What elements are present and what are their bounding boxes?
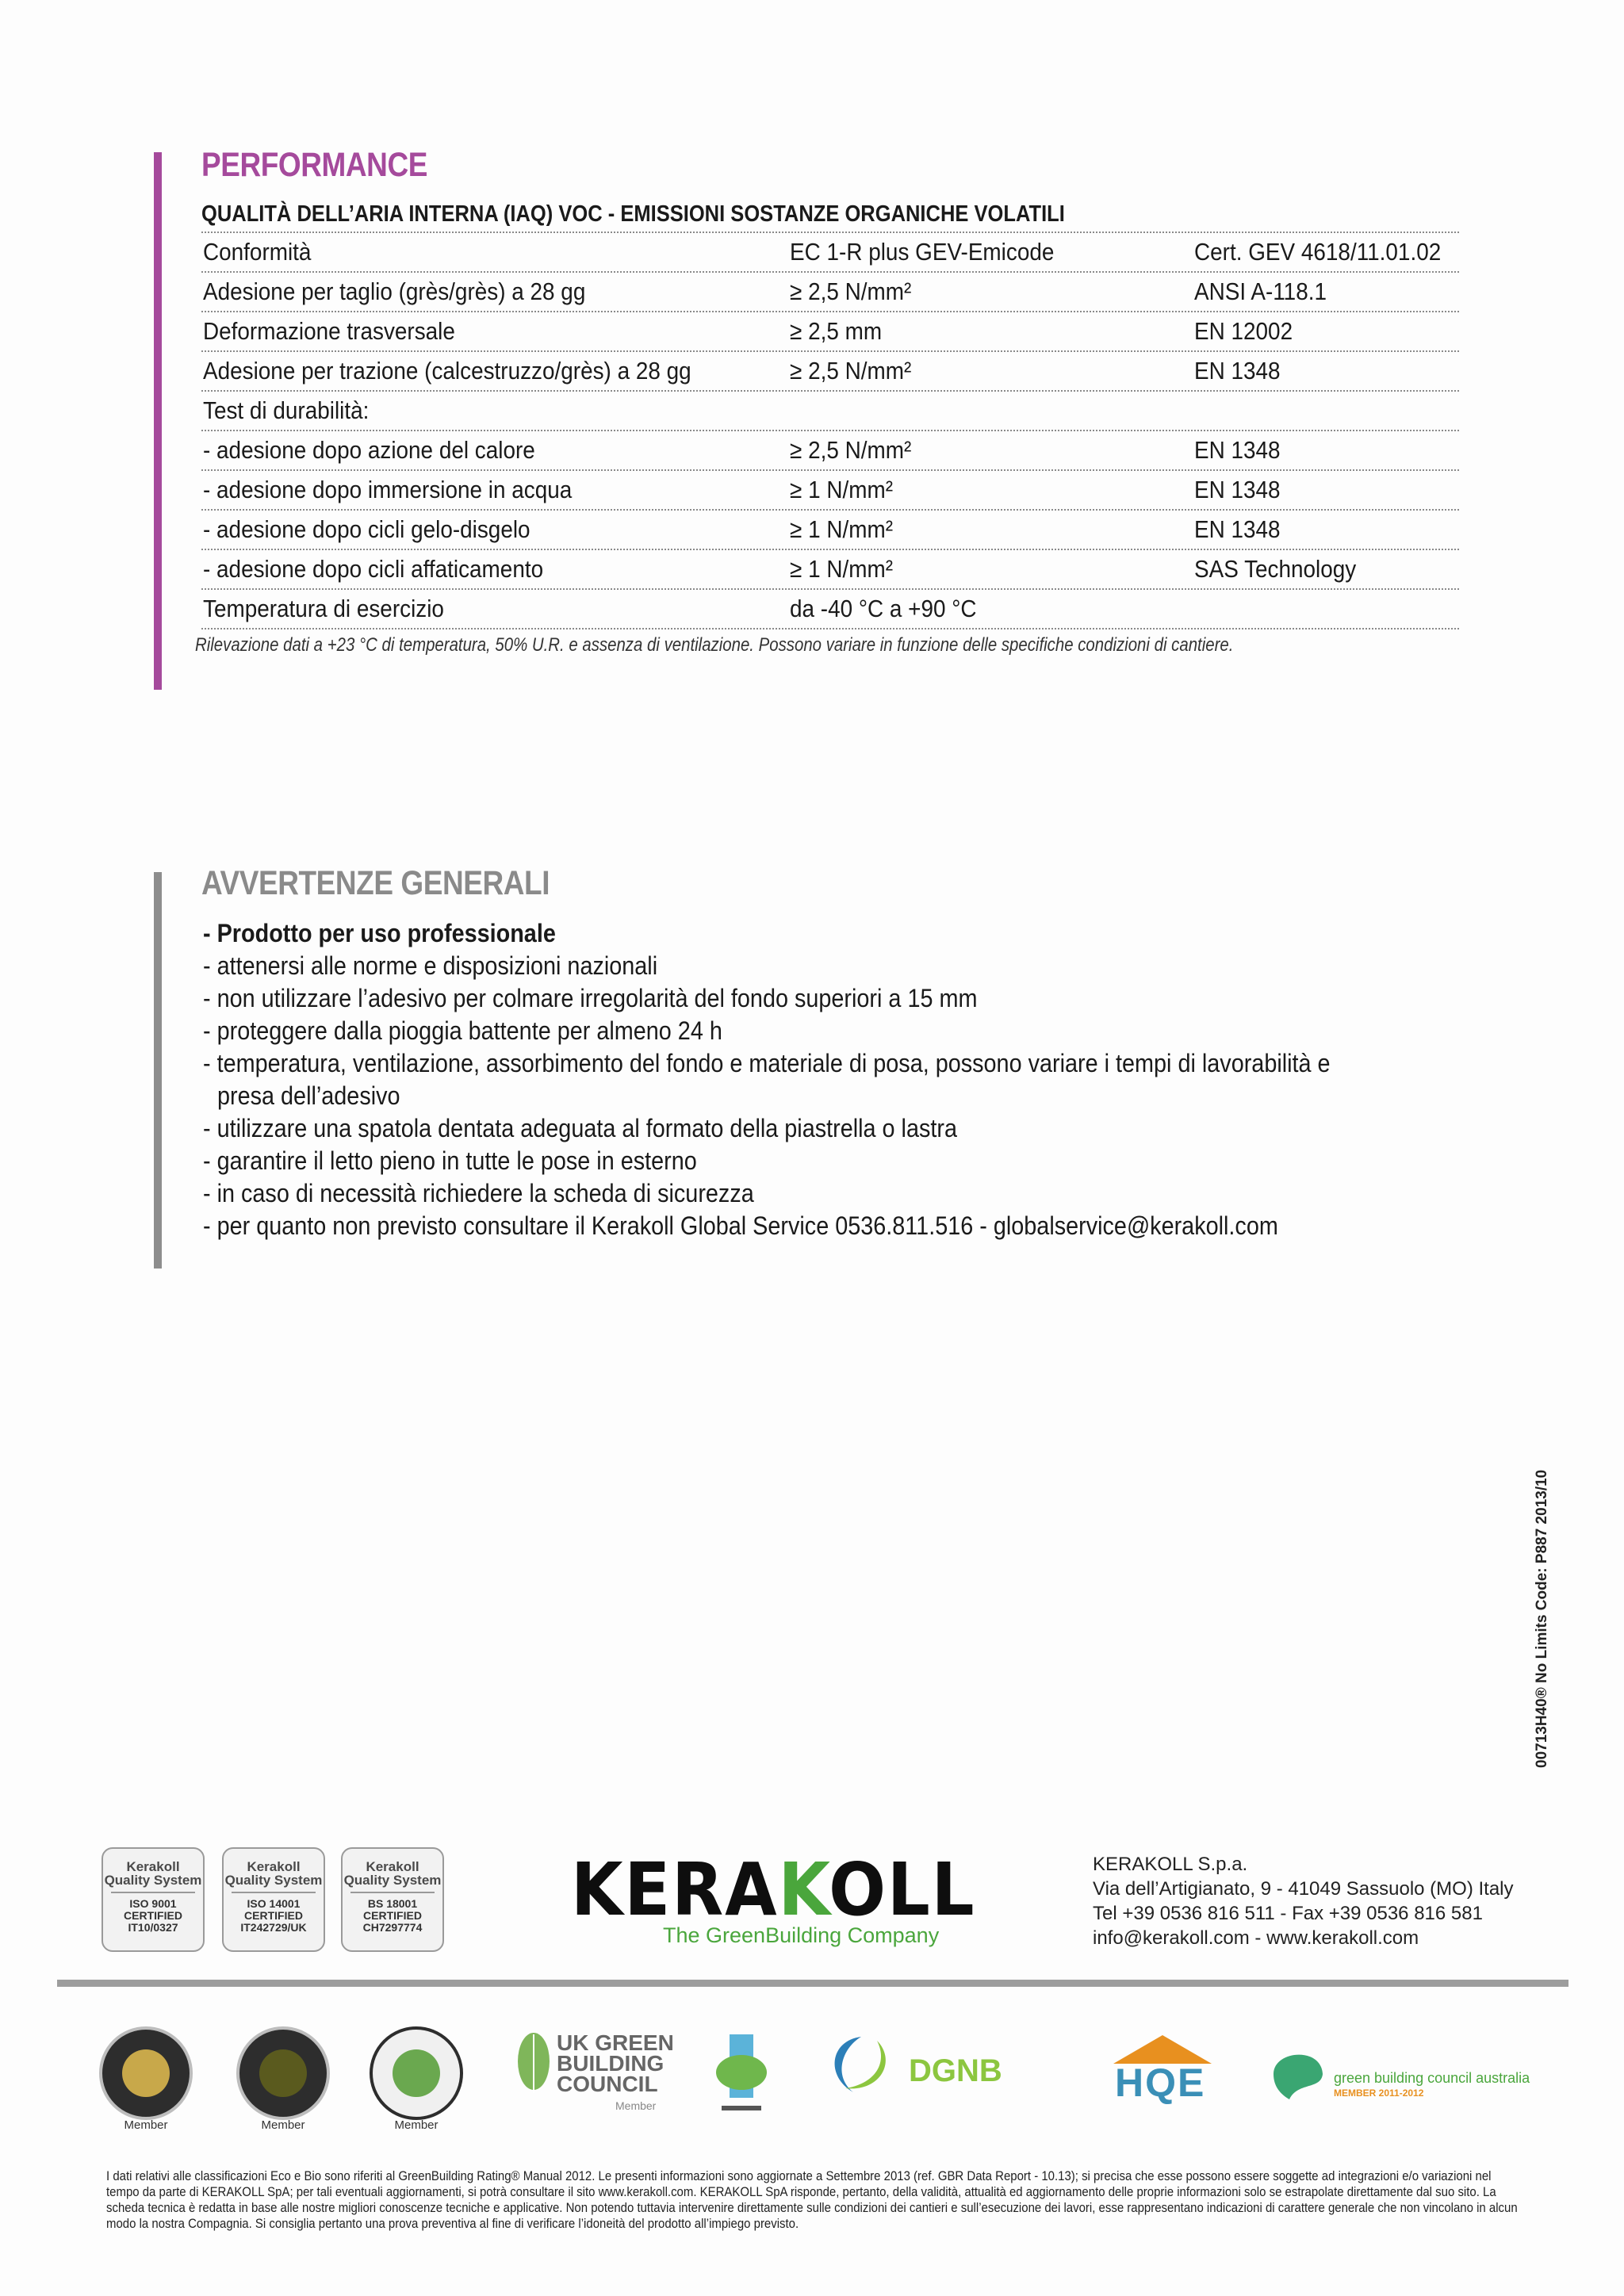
dgnb-logo-icon <box>822 2033 901 2100</box>
gbca-logo-icon <box>1266 2042 1329 2110</box>
member-label: Member <box>124 2118 168 2132</box>
footer-divider <box>57 1980 1568 1987</box>
row-norm: EN 1348 <box>1194 476 1281 503</box>
performance-title: PERFORMANCE <box>201 146 427 184</box>
table-row <box>201 390 1459 430</box>
badge-status: CERTIFIED <box>244 1909 303 1922</box>
logo-part-1: KERA <box>571 1847 779 1932</box>
badge-divider <box>111 1892 195 1893</box>
performance-accent-bar <box>154 152 162 690</box>
row-norm: EN 12002 <box>1194 317 1293 345</box>
badge-cert: ISO 14001 <box>247 1897 301 1910</box>
row-value: ≥ 1 N/mm² <box>790 515 894 543</box>
badge-cert: ISO 9001 <box>129 1897 177 1910</box>
badge-title: Kerakoll Quality System <box>104 1859 202 1888</box>
badge-title: Kerakoll Quality System <box>224 1859 323 1888</box>
list-item: presa dell’adesivo <box>217 1081 400 1110</box>
row-label: Conformità <box>203 238 312 266</box>
list-item: - Prodotto per uso professionale <box>203 919 556 947</box>
table-row <box>201 430 1459 469</box>
company-phone: Tel +39 0536 816 511 - Fax +39 0536 816 581 <box>1093 1903 1483 1924</box>
list-item: - garantire il letto pieno in tutte le pose in esterno <box>203 1146 697 1175</box>
dgnb-text: DGNB <box>909 2053 1002 2088</box>
badge-divider <box>232 1892 316 1893</box>
table-row <box>201 232 1459 271</box>
iso14001-badge <box>222 1847 325 1952</box>
logo-k-mark: K <box>778 1847 829 1932</box>
table-row <box>201 311 1459 350</box>
badge-status: CERTIFIED <box>363 1909 422 1922</box>
product-code: 00713H40® No Limits Code: P887 2013/10 <box>1534 1469 1550 1768</box>
row-label: Temperatura di esercizio <box>203 595 444 622</box>
row-label: - adesione dopo azione del calore <box>203 436 535 464</box>
table-row <box>201 350 1459 390</box>
performance-subtitle: QUALITÀ DELL’ARIA INTERNA (IAQ) VOC - EMISSIONI SOSTANZE ORGANICHE VOLATILI <box>201 201 1065 227</box>
badge-code: IT242729/UK <box>240 1921 307 1934</box>
list-item: - temperatura, ventilazione, assorbimento del fondo e materiale di posa, possono variare i tempi di lavorabilità e <box>203 1049 1331 1077</box>
badge-code: CH7297774 <box>362 1921 423 1934</box>
hqe-text: HQE <box>1115 2061 1206 2105</box>
performance-note: Rilevazione dati a +23 °C di temperatura, 50% U.R. e assenza di ventilazione. Possono variare in funzione delle specifiche condizioni di cantiere. <box>195 634 1234 656</box>
ukgbc-text: UK GREEN BUILDING COUNCIL <box>557 2030 674 2096</box>
row-value: da -40 °C a +90 °C <box>790 595 977 622</box>
row-norm: EN 1348 <box>1194 357 1281 385</box>
bs18001-badge <box>341 1847 444 1952</box>
badge-status: CERTIFIED <box>124 1909 182 1922</box>
row-label: Test di durabilità: <box>203 396 370 424</box>
row-label: Deformazione trasversale <box>203 317 455 345</box>
row-norm: ANSI A-118.1 <box>1194 277 1327 305</box>
badge-code: IT10/0327 <box>128 1921 178 1934</box>
row-value: ≥ 1 N/mm² <box>790 555 894 583</box>
company-street: Via dell’Artigianato, 9 - 41049 Sassuolo (MO) Italy <box>1093 1878 1514 1900</box>
row-value: ≥ 1 N/mm² <box>790 476 894 503</box>
company-web: info@kerakoll.com - www.kerakoll.com <box>1093 1927 1419 1949</box>
row-norm: EN 1348 <box>1194 436 1281 464</box>
list-item: - proteggere dalla pioggia battente per almeno 24 h <box>203 1016 722 1045</box>
ukgbc-logo <box>514 2030 674 2112</box>
row-norm: SAS Technology <box>1194 555 1357 583</box>
table-row <box>201 509 1459 549</box>
badge-cert: BS 18001 <box>367 1897 418 1910</box>
row-value: ≥ 2,5 N/mm² <box>790 436 912 464</box>
row-label: - adesione dopo immersione in acqua <box>203 476 573 503</box>
table-row <box>201 271 1459 311</box>
list-item: - per quanto non previsto consultare il Kerakoll Global Service 0536.811.516 - globalservice@kerakoll.com <box>203 1211 1278 1240</box>
warnings-list <box>203 917 1488 1242</box>
table-row <box>201 549 1459 588</box>
list-item: - non utilizzare l’adesivo per colmare irregolarità del fondo superiori a 15 mm <box>203 984 978 1012</box>
list-item: - attenersi alle norme e disposizioni nazionali <box>203 951 658 980</box>
row-value: ≥ 2,5 mm <box>790 317 883 345</box>
ecobio-seal-icon <box>99 2026 193 2120</box>
ukgbc-leaf-icon <box>514 2030 553 2095</box>
company-address <box>1093 1852 1514 1950</box>
row-label: - adesione dopo cicli gelo-disgelo <box>203 515 530 543</box>
kerakoll-logo <box>571 1847 975 1932</box>
row-value: ≥ 2,5 N/mm² <box>790 357 912 385</box>
iso9001-badge <box>102 1847 205 1952</box>
gbca-member-text: MEMBER 2011-2012 <box>1334 2087 1424 2099</box>
table-row <box>201 588 1459 629</box>
row-norm: Cert. GEV 4618/11.01.02 <box>1194 238 1442 266</box>
certification-seal-icon <box>236 2026 330 2120</box>
chinese-gbc-logo <box>714 2026 769 2126</box>
gbca-text: green building council australia <box>1334 2070 1530 2086</box>
row-norm: EN 1348 <box>1194 515 1281 543</box>
list-item: - utilizzare una spatola dentata adeguata al formato della piastrella o lastra <box>203 1114 957 1142</box>
building-icon <box>714 2026 769 2122</box>
ukgbc-member: Member <box>615 2099 657 2112</box>
warnings-title: AVVERTENZE GENERALI <box>201 864 550 902</box>
logo-tagline: The GreenBuilding Company <box>663 1923 940 1947</box>
performance-table <box>201 232 1459 629</box>
logo-part-2: OLL <box>829 1847 976 1932</box>
row-value: EC 1-R plus GEV-Emicode <box>790 238 1055 266</box>
row-label: - adesione dopo cicli affaticamento <box>203 555 544 583</box>
badge-divider <box>350 1892 435 1893</box>
row-value: ≥ 2,5 N/mm² <box>790 277 912 305</box>
company-name: KERAKOLL S.p.a. <box>1093 1854 1248 1875</box>
member-label: Member <box>394 2118 439 2132</box>
warnings-accent-bar <box>154 872 162 1269</box>
badge-title: Kerakoll Quality System <box>343 1859 442 1888</box>
plgbc-seal-icon <box>370 2026 463 2120</box>
member-label: Member <box>261 2118 305 2132</box>
row-label: Adesione per taglio (grès/grès) a 28 gg <box>203 277 586 305</box>
row-label: Adesione per trazione (calcestruzzo/grès) a 28 gg <box>203 357 691 385</box>
table-row <box>201 469 1459 509</box>
disclaimer: I dati relativi alle classificazioni Eco e Bio sono riferiti al GreenBuilding Rating® Manual 2012. Le presenti informazioni sono aggiornate a Settembre 2013 (ref. GBR Data Report - 10.13); si precisa che esse possono essere soggette ad integrazioni e/o variazioni nel tempo da parte di KERAKOLL SpA; per tali eventuali aggiornamenti, si potrà consultare il sito www.kerakoll.com. KERAKOLL SpA risponde, pertanto, della validità, attualità ed aggiornamento delle proprie informazioni solo se estrapolate direttamente dal suo sito. La scheda tecnica è redatta in base alle nostre migliori conoscenze tecniche e applicative. Non potendo tuttavia intervenire direttamente sulle condizioni dei cantieri e sull’esecuzione dei lavori, esse rappresentano indicazioni di carattere generale che non vincolano in alcun modo la nostra Compagnia. Si consiglia pertanto una prova preventiva al fine di verificare l’idoneità del prodotto all’impiego previsto. <box>106 2168 1518 2231</box>
list-item: - in caso di necessità richiedere la scheda di sicurezza <box>203 1179 754 1207</box>
